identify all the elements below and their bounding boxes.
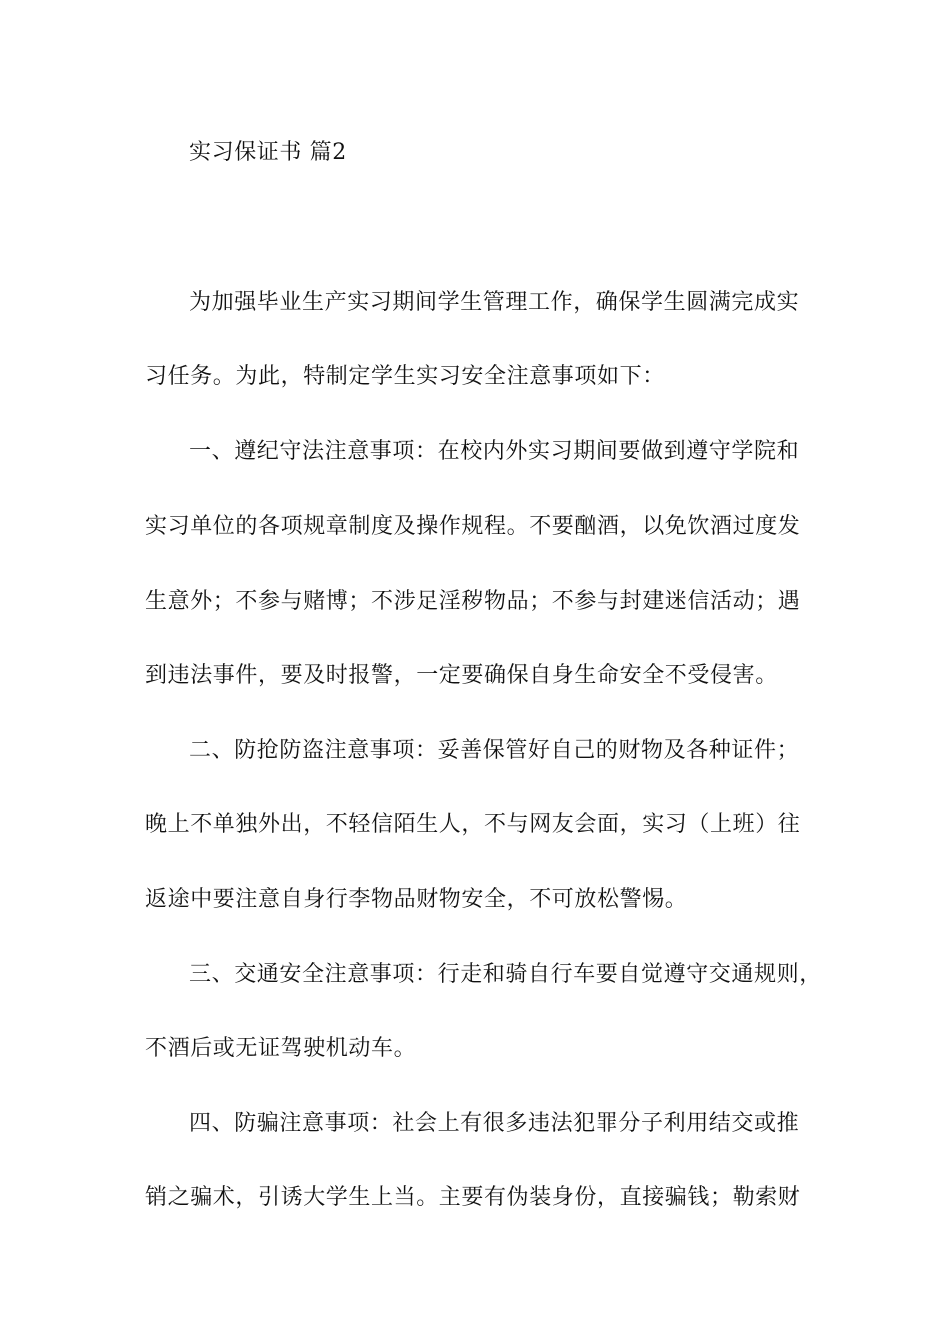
document-title: 实习保证书 篇2 bbox=[189, 140, 347, 165]
paragraph-line: 为加强毕业生产实习期间学生管理工作，确保学生圆满完成实 bbox=[189, 290, 800, 315]
paragraph-line: 四、防骗注意事项：社会上有很多违法犯罪分子利用结交或推 bbox=[189, 1111, 800, 1136]
paragraph-line: 生意外；不参与赌博；不涉足淫秽物品；不参与封建迷信活动；遇 bbox=[145, 589, 801, 614]
paragraph-line: 晚上不单独外出，不轻信陌生人，不与网友会面，实习（上班）往 bbox=[145, 812, 801, 837]
paragraph-line: 销之骗术，引诱大学生上当。主要有伪装身份，直接骗钱；勒索财 bbox=[145, 1185, 801, 1210]
paragraph-line: 不酒后或无证驾驶机动车。 bbox=[145, 1036, 417, 1061]
paragraph-line: 到违法事件，要及时报警，一定要确保自身生命安全不受侵害。 bbox=[145, 663, 778, 688]
paragraph-line: 返途中要注意自身行李物品财物安全，不可放松警惕。 bbox=[145, 887, 688, 912]
paragraph-line: 习任务。为此，特制定学生实习安全注意事项如下： bbox=[145, 364, 665, 389]
paragraph-line: 二、防抢防盗注意事项：妥善保管好自己的财物及各种证件； bbox=[189, 738, 800, 763]
paragraph-line: 三、交通安全注意事项：行走和骑自行车要自觉遵守交通规则， bbox=[189, 962, 822, 987]
paragraph-line: 一、遵纪守法注意事项：在校内外实习期间要做到遵守学院和 bbox=[189, 439, 800, 464]
paragraph-line: 实习单位的各项规章制度及操作规程。不要酗酒，以免饮酒过度发 bbox=[145, 514, 801, 539]
